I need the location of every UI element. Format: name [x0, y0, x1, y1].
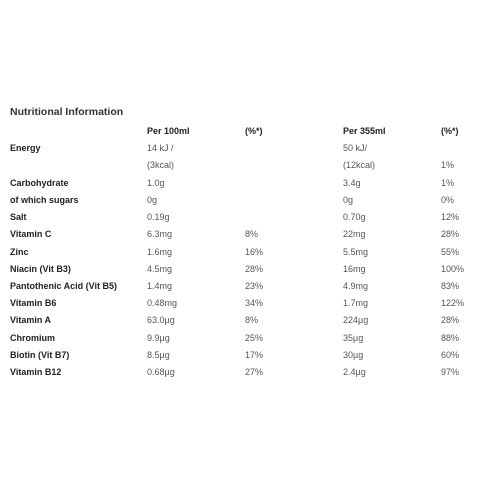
- per-100ml-value: 0.19g: [147, 212, 170, 222]
- nutrient-label: Energy: [10, 143, 41, 153]
- per-355ml-value: 5.5mg: [343, 247, 369, 257]
- percent-355ml-value: 100%: [441, 264, 465, 274]
- per-100ml-value: 6.3mg: [147, 229, 173, 239]
- table-row: [0, 347, 500, 364]
- per-100ml-value: 8.5µg: [147, 350, 170, 360]
- percent-100ml-value: 17%: [245, 350, 264, 360]
- nutrient-label: Chromium: [10, 333, 55, 343]
- header-per-100ml: Per 100ml: [147, 126, 190, 136]
- nutrient-label: Vitamin B12: [10, 367, 62, 377]
- percent-355ml-value: 28%: [441, 229, 460, 239]
- percent-100ml-value: 8%: [245, 229, 259, 239]
- percent-355ml-value: 97%: [441, 367, 460, 377]
- table-row: [0, 226, 500, 243]
- percent-100ml-value: 28%: [245, 264, 264, 274]
- header-percent-355ml: (%*): [441, 126, 459, 136]
- per-355ml-value: 3.4g: [343, 178, 361, 188]
- table-row: [0, 209, 500, 226]
- table-row: [0, 192, 500, 209]
- percent-355ml-value: 60%: [441, 350, 460, 360]
- per-355ml-value: 16mg: [343, 264, 366, 274]
- per-100ml-value: 0.48mg: [147, 298, 178, 308]
- percent-355ml-value: 28%: [441, 315, 460, 325]
- nutrient-label: Vitamin C: [10, 229, 52, 239]
- percent-355ml-value: 122%: [441, 298, 465, 308]
- per-355ml-value: 0g: [343, 195, 354, 205]
- percent-355ml-value: 88%: [441, 333, 460, 343]
- per-355ml-value: 22mg: [343, 229, 366, 239]
- per-100ml-value: 63.0µg: [147, 315, 175, 325]
- percent-100ml-value: 23%: [245, 281, 264, 291]
- table-row: [0, 364, 500, 381]
- per-355ml-value: 35µg: [343, 333, 364, 343]
- per-355ml-value: 4.9mg: [343, 281, 369, 291]
- percent-355ml-value: 0%: [441, 195, 455, 205]
- table-row: [0, 330, 500, 347]
- per-100ml-value: 14 kJ /: [147, 143, 174, 153]
- per-100ml-value: 1.6mg: [147, 247, 173, 257]
- table-row: [0, 278, 500, 295]
- percent-355ml-value: 83%: [441, 281, 460, 291]
- percent-100ml-value: 34%: [245, 298, 264, 308]
- nutrient-label: Pantothenic Acid (Vit B5): [10, 281, 118, 291]
- per-355ml-value: 0.70g: [343, 212, 366, 222]
- table-header-row: [0, 123, 500, 140]
- per-100ml-value: 1.0g: [147, 178, 165, 188]
- table-row: [0, 312, 500, 329]
- header-per-355ml: Per 355ml: [343, 126, 386, 136]
- percent-100ml-value: 8%: [245, 315, 259, 325]
- per-100ml-value: (3kcal): [147, 160, 175, 170]
- nutrient-label: Zinc: [10, 247, 29, 257]
- percent-100ml-value: 16%: [245, 247, 264, 257]
- per-355ml-value: 1.7mg: [343, 298, 369, 308]
- nutrient-label: Carbohydrate: [10, 178, 69, 188]
- per-100ml-value: 0.68µg: [147, 367, 175, 377]
- percent-355ml-value: 55%: [441, 247, 460, 257]
- table-row: [0, 140, 500, 157]
- percent-100ml-value: 27%: [245, 367, 264, 377]
- header-percent-100ml: (%*): [245, 126, 263, 136]
- per-355ml-value: 224µg: [343, 315, 369, 325]
- percent-355ml-value: 1%: [441, 160, 455, 170]
- percent-355ml-value: 1%: [441, 178, 455, 188]
- per-100ml-value: 1.4mg: [147, 281, 173, 291]
- per-355ml-value: 50 kJ/: [343, 143, 368, 153]
- per-100ml-value: 9.9µg: [147, 333, 170, 343]
- table-row: [0, 261, 500, 278]
- table-row: [0, 157, 500, 174]
- nutrient-label: Vitamin A: [10, 315, 52, 325]
- table-row: [0, 295, 500, 312]
- nutrient-label: of which sugars: [10, 195, 79, 205]
- per-100ml-value: 4.5mg: [147, 264, 173, 274]
- per-355ml-value: 2.4µg: [343, 367, 366, 377]
- per-100ml-value: 0g: [147, 195, 158, 205]
- per-355ml-value: 30µg: [343, 350, 364, 360]
- nutrient-label: Vitamin B6: [10, 298, 57, 308]
- percent-355ml-value: 12%: [441, 212, 460, 222]
- percent-100ml-value: 25%: [245, 333, 264, 343]
- table-row: [0, 244, 500, 261]
- nutrient-label: Niacin (Vit B3): [10, 264, 71, 274]
- per-355ml-value: (12kcal): [343, 160, 376, 170]
- table-row: [0, 175, 500, 192]
- nutrient-label: Biotin (Vit B7): [10, 350, 70, 360]
- nutrition-title: Nutritional Information: [10, 106, 124, 118]
- nutrient-label: Salt: [10, 212, 27, 222]
